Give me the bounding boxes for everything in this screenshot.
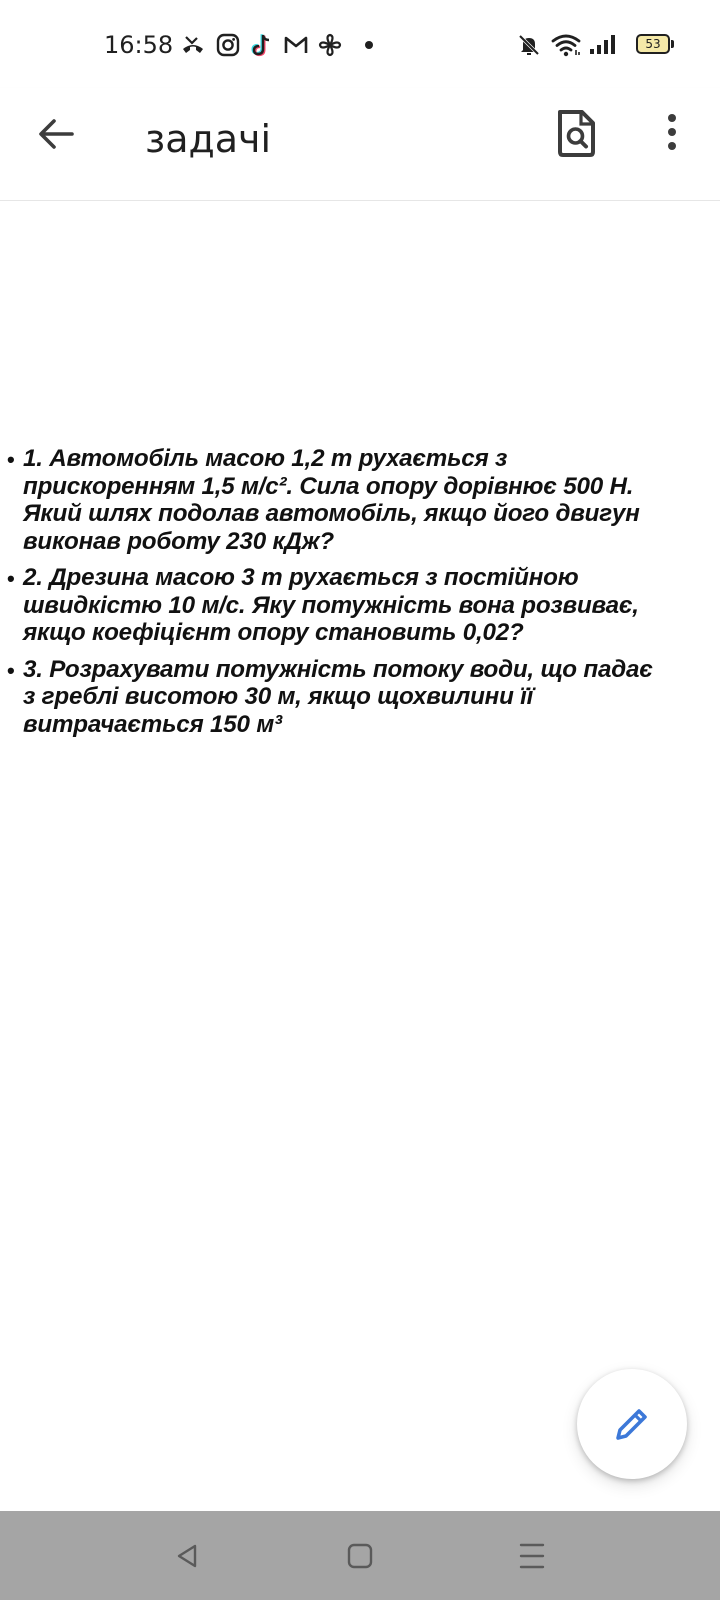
nav-home-button[interactable] [335, 1531, 385, 1581]
instagram-icon [215, 32, 241, 58]
more-vert-icon [650, 106, 694, 162]
bell-off-icon [516, 32, 542, 58]
wifi-icon [551, 32, 581, 58]
tiktok-icon [249, 32, 275, 58]
task-line: 2. Дрезина масою 3 т рухається з постійною [23, 564, 579, 591]
system-nav-bar [0, 1511, 720, 1600]
bullet: • [7, 657, 15, 683]
task-line: прискоренням 1,5 м/с². Сила опору дорівнює 500 Н. [23, 472, 634, 500]
battery-tip [671, 40, 674, 48]
pencil-icon [612, 1404, 652, 1444]
nav-back-button[interactable] [162, 1531, 212, 1581]
missed-call-icon [180, 32, 206, 58]
task-item-2 [6, 564, 712, 647]
back-triangle-icon [162, 1531, 212, 1581]
status-bar [0, 0, 720, 88]
edit-fab-button[interactable] [577, 1369, 687, 1479]
task-line: з греблі висотою 30 м, якщо щохвилини її [23, 683, 534, 710]
more-options-button[interactable] [650, 106, 694, 162]
preview-button[interactable] [552, 106, 602, 162]
dot-icon [358, 32, 384, 58]
menu-lines-icon [507, 1531, 557, 1581]
back-button[interactable] [30, 108, 82, 160]
app-bar [0, 88, 720, 201]
task-line: 1. Автомобіль масою 1,2 т рухається з [23, 445, 508, 472]
page-title: задачі [145, 117, 272, 161]
status-time: 16:58 [104, 31, 174, 59]
bullet: • [7, 566, 15, 591]
document-search-icon [552, 106, 602, 162]
signal-icon [588, 32, 616, 58]
pinwheel-icon [317, 32, 343, 58]
task-list [6, 445, 712, 747]
bullet: • [7, 447, 15, 472]
task-line: 3. Розрахувати потужність потоку води, що падає [23, 655, 653, 683]
home-square-icon [335, 1531, 385, 1581]
battery-icon: 53 [636, 34, 670, 54]
task-line: виконав роботу 230 кДж? [23, 527, 334, 555]
document-view[interactable] [0, 201, 720, 1511]
task-item-1 [6, 445, 712, 555]
task-line: якщо коефіцієнт опору становить 0,02? [23, 619, 524, 646]
gmail-icon [283, 32, 309, 58]
nav-menu-button[interactable] [507, 1531, 557, 1581]
task-line: швидкістю 10 м/с. Яку потужність вона розвиває, [23, 591, 639, 619]
task-line: витрачається 150 м³ [23, 710, 282, 738]
task-line: Який шлях подолав автомобіль, якщо його двигун [23, 500, 640, 527]
arrow-back-icon [30, 108, 82, 160]
task-item-3 [6, 656, 712, 739]
